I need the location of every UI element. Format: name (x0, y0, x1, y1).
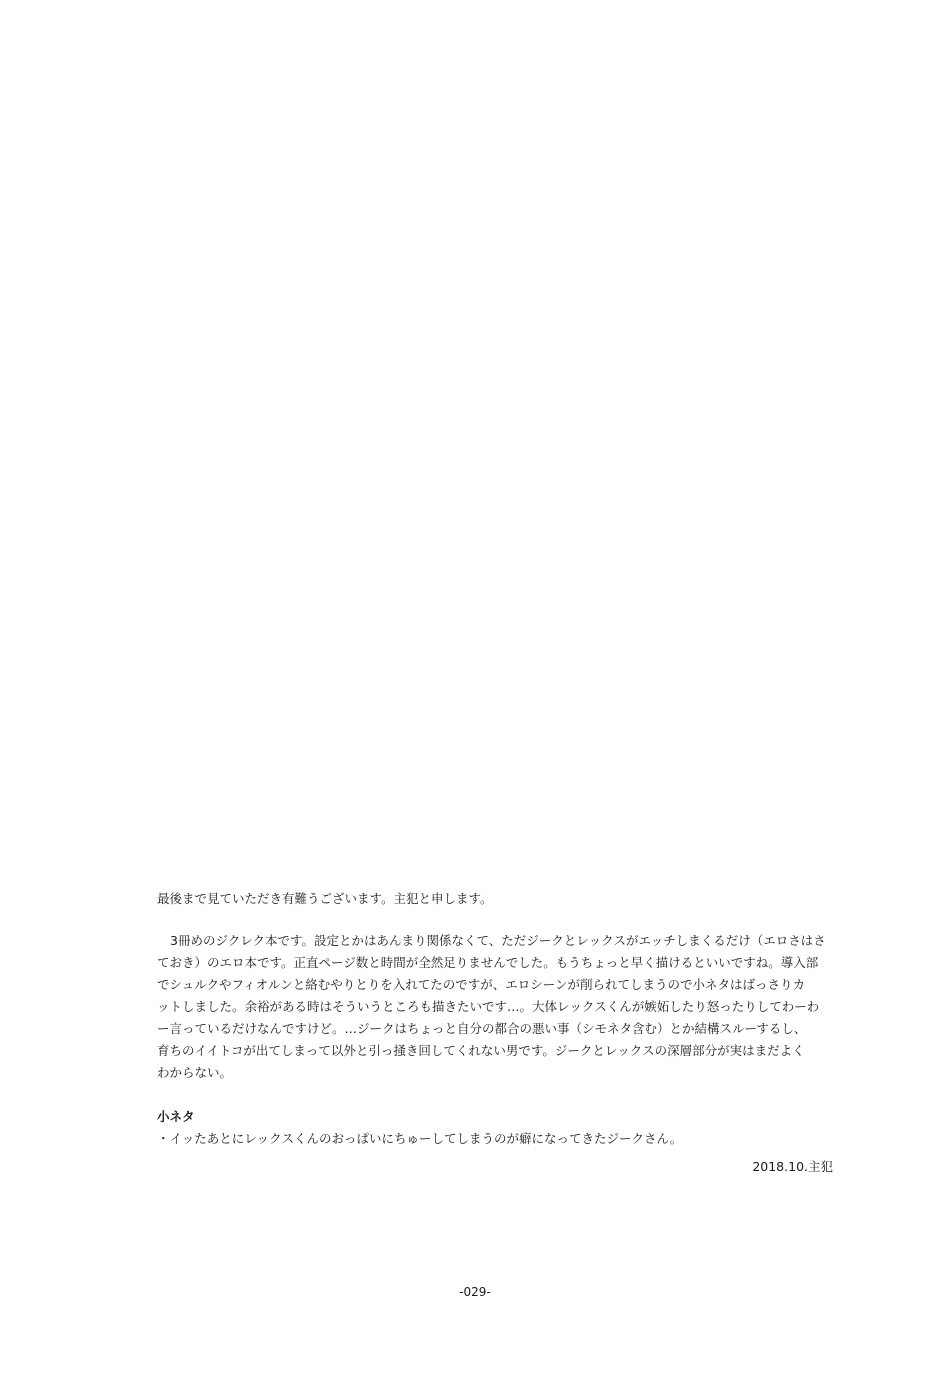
body-line: ておき）のエロ本です。正直ページ数と時間が全然足りませんでした。もうちょっと早く描けるといいですね。導入部 (157, 955, 819, 970)
body-line: でシュルクやフィオルンと絡むやりとりを入れてたのですが、エロシーンが削られてしまうので小ネタはばっさりカ (157, 977, 805, 992)
bullet-item: ・イッたあとにレックスくんのおっぱいにちゅーしてしまうのが癖になってきたジークさん。 (157, 1131, 683, 1146)
body-paragraph (157, 930, 833, 1084)
afterword-section (157, 888, 833, 1178)
body-line: ットしました。余裕がある時はそういうところも描きたいです…。大体レックスくんが嫉妬したり怒ったりしてわーわ (157, 999, 820, 1014)
body-line: 3冊めのジクレク本です。設定とかはあんまり関係なくて、ただジークとレックスがエッチしまくるだけ（エロさはさ (170, 933, 826, 948)
page-number: -029- (459, 1285, 491, 1299)
body-line: ー言っているだけなんですけど。…ジークはちょっと自分の都合の悪い事（シモネタ含む）とか結構スルーするし、 (157, 1021, 807, 1036)
greeting-line: 最後まで見ていただき有難うございます。主犯と申します。 (157, 891, 493, 906)
body-line: 育ちのイイトコが出てしまって以外と引っ掻き回してくれない男です。ジークとレックスの深層部分が実はまだよく (157, 1043, 805, 1058)
signature-date: 2018.10.主犯 (752, 1159, 833, 1174)
body-line: わからない。 (157, 1065, 233, 1080)
subheading: 小ネタ (157, 1109, 195, 1124)
